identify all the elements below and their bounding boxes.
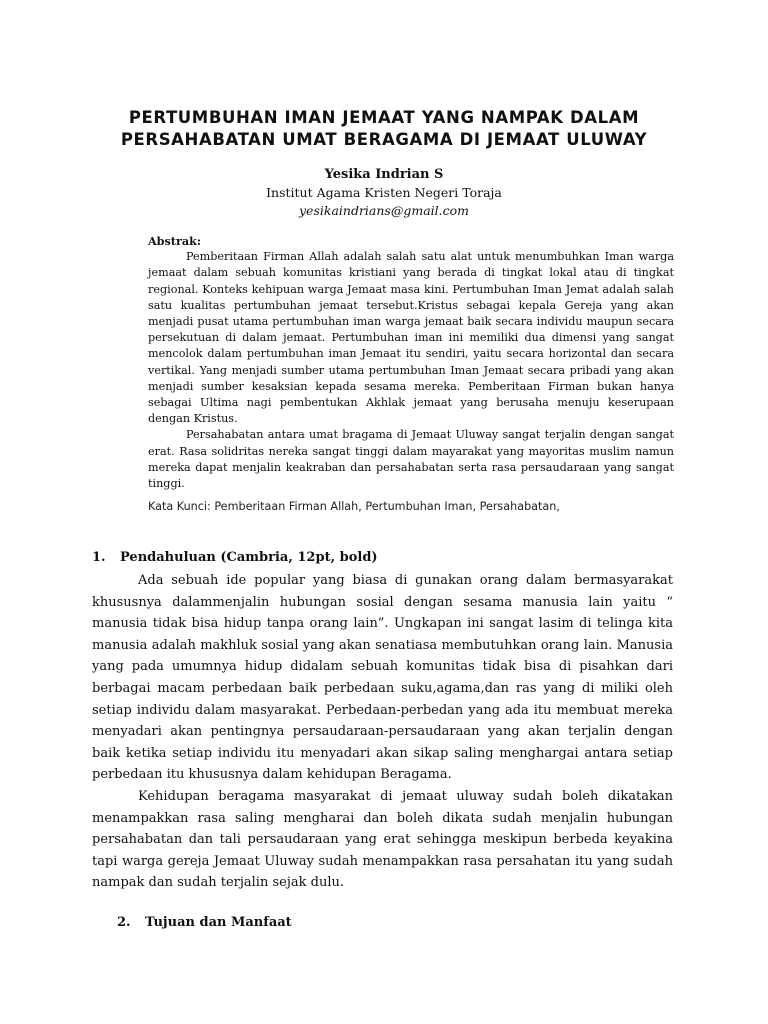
author-name: Yesika Indrian S — [324, 167, 444, 182]
section-title: Tujuan dan Manfaat — [145, 915, 292, 930]
section-heading — [92, 549, 378, 567]
section-title: Pendahuluan (Cambria, 12pt, bold) — [120, 550, 378, 565]
body-paragraph: Kehidupan beragama masyarakat di jemaat uluway sudah boleh dikatakan menampakkan rasa saling mengharai dan boleh dikata sudah menjalin hubungan persahabatan dan tali persaudaraan yang erat sehingga meskipun berbeda keyakina tapi warga gereja Jemaat Uluway sudah menampakkan rasa persahatan itu yang sudah nampak dan sudah terjalin sejak dulu. — [92, 788, 673, 891]
body-paragraph: Ada sebuah ide popular yang biasa di gunakan orang dalam bermasyarakat khususnya dalammenjalin hubungan sosial dengan sesama manusia lain yaitu “ manusia tidak bisa hidup tanpa orang lain”. Ungkapan ini sangat lasim di telinga kita manusia adalah makhluk sosial yang akan senatiasa membutuhkan orang lain. Manusia yang pada umumnya hidup didalam sebuah komunitas tidak bisa di pisahkan dari berbagai macam perbedaan baik perbedaan suku,agama,dan ras yang di miliki oleh setiap individu dalam masyarakat. Perbedaan-perbedan yang ada itu membuat mereka menyadari akan pentingnya persaudaraan-persaudaraan yang akan terjalin dengan baik ketika setiap individu itu menyadari akan sikap saling menghargai antara setiap perbedaan itu khususnya dalam kehidupan Beragama. — [92, 573, 673, 783]
abstract-block — [148, 233, 674, 492]
abstract-label: Abstrak: — [148, 234, 201, 248]
section-number: 1. — [92, 550, 106, 565]
abstract-paragraph: Persahabatan antara umat bragama di Jemaat Uluway sangat terjalin dengan sangat erat. Rasa solidritas nereka sangat tinggi dalam mayarakat yang mayoritas muslim namun mereka dapat menjalin keakraban dan persahabatan serta rasa persaudaraan yang sangat tinggi. — [148, 428, 674, 491]
author-affiliation: Institut Agama Kristen Negeri Toraja — [266, 185, 502, 200]
section-body — [92, 570, 673, 894]
title-line: PERSAHABATAN UMAT BERAGAMA DI JEMAAT ULUWAY — [120, 130, 648, 149]
paper-title — [60, 107, 708, 151]
keywords: Kata Kunci: Pemberitaan Firman Allah, Pertumbuhan Iman, Persahabatan, — [148, 500, 560, 513]
section-number: 2. — [117, 915, 131, 930]
title-line: PERTUMBUHAN IMAN JEMAAT YANG NAMPAK DALAM — [128, 108, 640, 127]
abstract-paragraph: Pemberitaan Firman Allah adalah salah satu alat untuk menumbuhkan Iman warga jemaat dalam sebuah komunitas kristiani yang berada di tingkat lokal atau di tingkat regional. Konteks kehipuan warga Jemaat masa kini. Pertumbuhan Iman Jemat adalah salah satu kualitas pertumbuhan jemaat tersebut.Kristus sebagai kepala Gereja yang akan menjadi pusat utama pertumbuhan iman warga jemaat baik secara individu maupun secara persekutuan di dalam jemaat. Pertumbuhan iman ini memiliki dua dimensi yang sangat mencolok dalam pertumbuhan iman Jemaat itu sendiri, yaitu secara horizontal dan secara vertikal. Yang menjadi sumber utama pertumbuhan Iman Jemaat secara pribadi yang akan menjadi sumber kesaksian kepada sesama mereka. Pemberitaan Firman bukan hanya sebagai Ultima nagi pembentukan Akhlak jemaat yang berusaha menuju keserupaan dengan Kristus. — [148, 250, 674, 426]
author-email: yesikaindrians@gmail.com — [299, 203, 469, 218]
section-heading — [117, 914, 292, 932]
